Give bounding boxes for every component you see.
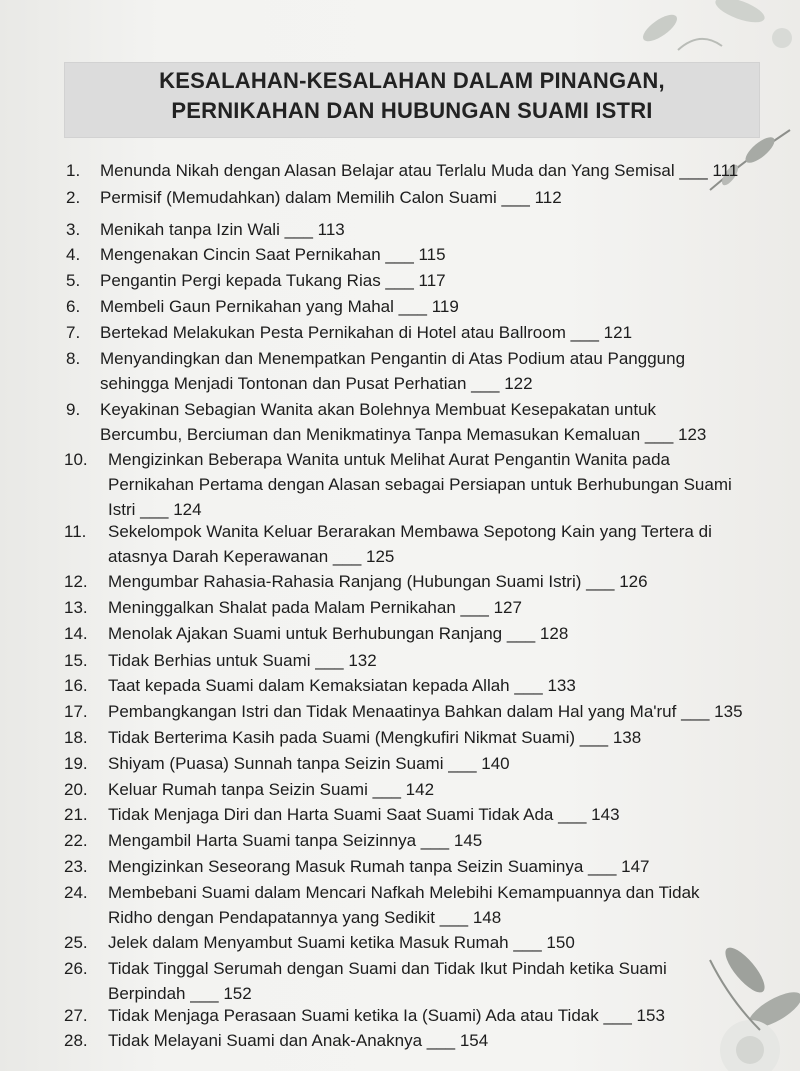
- entry-number: 12.: [64, 572, 88, 591]
- chapter-heading-line-2: PERNIKAHAN DAN HUBUNGAN SUAMI ISTRI: [171, 98, 653, 123]
- entry-title-continued: Ridho dengan Pendapatannya yang Sedikit ___ 148: [108, 908, 502, 927]
- entry-title: Shiyam (Puasa) Sunnah tanpa Seizin Suami ___ 140: [108, 754, 510, 773]
- entry-title: Mengizinkan Seseorang Masuk Rumah tanpa Seizin Suaminya ___ 147: [108, 857, 650, 876]
- entry-title-continued: atasnya Darah Keperawanan ___ 125: [108, 547, 395, 566]
- entry-title: Mengambil Harta Suami tanpa Seizinnya ___ 145: [108, 831, 483, 850]
- entry-number: 18.: [64, 728, 88, 747]
- entry-number: 10.: [64, 450, 88, 469]
- entry-title-continued: Pernikahan Pertama dengan Alasan sebagai Persiapan untuk Berhubungan Suami: [108, 475, 732, 494]
- entry-title: Tidak Menjaga Diri dan Harta Suami Saat Suami Tidak Ada ___ 143: [108, 805, 620, 824]
- entry-number: 26.: [64, 959, 88, 978]
- entry-title: Keluar Rumah tanpa Seizin Suami ___ 142: [108, 780, 435, 799]
- entry-number: 28.: [64, 1031, 88, 1050]
- entry-title-continued: Bercumbu, Berciuman dan Menikmatinya Tanpa Memasukan Kemaluan ___ 123: [100, 425, 707, 444]
- entry-title: Tidak Berhias untuk Suami ___ 132: [108, 651, 377, 670]
- entry-title: Menikah tanpa Izin Wali ___ 113: [100, 220, 345, 239]
- entry-title: Taat kepada Suami dalam Kemaksiatan kepada Allah ___ 133: [108, 676, 576, 695]
- entry-title-continued: Istri ___ 124: [108, 500, 202, 519]
- entry-title: Tidak Melayani Suami dan Anak-Anaknya ___ 154: [108, 1031, 489, 1050]
- entry-number: 14.: [64, 624, 88, 643]
- entry-number: 4.: [66, 245, 81, 264]
- entry-number: 22.: [64, 831, 88, 850]
- entry-title: Tidak Menjaga Perasaan Suami ketika Ia (Suami) Ada atau Tidak ___ 153: [108, 1006, 665, 1025]
- entry-title: Pengantin Pergi kepada Tukang Rias ___ 117: [100, 271, 446, 290]
- entry-number: 3.: [66, 220, 81, 239]
- entry-number: 1.: [66, 161, 81, 180]
- entry-number: 16.: [64, 676, 88, 695]
- entry-number: 6.: [66, 297, 81, 316]
- entry-title: Jelek dalam Menyambut Suami ketika Masuk Rumah ___ 150: [108, 933, 575, 952]
- entry-title: Bertekad Melakukan Pesta Pernikahan di Hotel atau Ballroom ___ 121: [100, 323, 633, 342]
- entry-number: 5.: [66, 271, 81, 290]
- entry-title: Mengumbar Rahasia-Rahasia Ranjang (Hubungan Suami Istri) ___ 126: [108, 572, 648, 591]
- chapter-heading-line-1: KESALAHAN-KESALAHAN DALAM PINANGAN,: [159, 68, 665, 93]
- entry-number: 23.: [64, 857, 88, 876]
- entry-number: 2.: [66, 188, 81, 207]
- entry-number: 17.: [64, 702, 88, 721]
- entry-title: Membebani Suami dalam Mencari Nafkah Melebihi Kemampuannya dan Tidak: [108, 883, 700, 902]
- entry-title: Menolak Ajakan Suami untuk Berhubungan Ranjang ___ 128: [108, 624, 569, 643]
- entry-title: Menunda Nikah dengan Alasan Belajar atau Terlalu Muda dan Yang Semisal ___ 111: [100, 161, 739, 180]
- entry-title: Keyakinan Sebagian Wanita akan Bolehnya Membuat Kesepakatan untuk: [100, 400, 657, 419]
- entry-number: 19.: [64, 754, 88, 773]
- entry-number: 27.: [64, 1006, 88, 1025]
- entry-title: Tidak Tinggal Serumah dengan Suami dan Tidak Ikut Pindah ketika Suami: [108, 959, 667, 978]
- entry-title: Mengizinkan Beberapa Wanita untuk Melihat Aurat Pengantin Wanita pada: [108, 450, 670, 469]
- entry-title: Pembangkangan Istri dan Tidak Menaatinya Bahkan dalam Hal yang Ma'ruf ___ 135: [108, 702, 743, 721]
- entry-title: Sekelompok Wanita Keluar Berarakan Membawa Sepotong Kain yang Tertera di: [108, 522, 712, 541]
- entry-number: 7.: [66, 323, 81, 342]
- entry-number: 15.: [64, 651, 88, 670]
- entry-title-continued: Berpindah ___ 152: [108, 984, 252, 1003]
- entry-title-continued: sehingga Menjadi Tontonan dan Pusat Perhatian ___ 122: [100, 374, 533, 393]
- entry-number: 20.: [64, 780, 88, 799]
- entry-number: 8.: [66, 349, 81, 368]
- entry-title: Menyandingkan dan Menempatkan Pengantin di Atas Podium atau Panggung: [100, 349, 686, 368]
- entry-title: Membeli Gaun Pernikahan yang Mahal ___ 119: [100, 297, 459, 316]
- entry-number: 13.: [64, 598, 88, 617]
- entry-number: 9.: [66, 400, 81, 419]
- entry-number: 21.: [64, 805, 88, 824]
- entry-title: Meninggalkan Shalat pada Malam Pernikahan ___ 127: [108, 598, 522, 617]
- entry-number: 24.: [64, 883, 88, 902]
- entry-title: Tidak Berterima Kasih pada Suami (Mengkufiri Nikmat Suami) ___ 138: [108, 728, 642, 747]
- entry-number: 25.: [64, 933, 88, 952]
- entry-title: Mengenakan Cincin Saat Pernikahan ___ 115: [100, 245, 446, 264]
- entry-number: 11.: [64, 522, 87, 541]
- entry-title: Permisif (Memudahkan) dalam Memilih Calon Suami ___ 112: [100, 188, 562, 207]
